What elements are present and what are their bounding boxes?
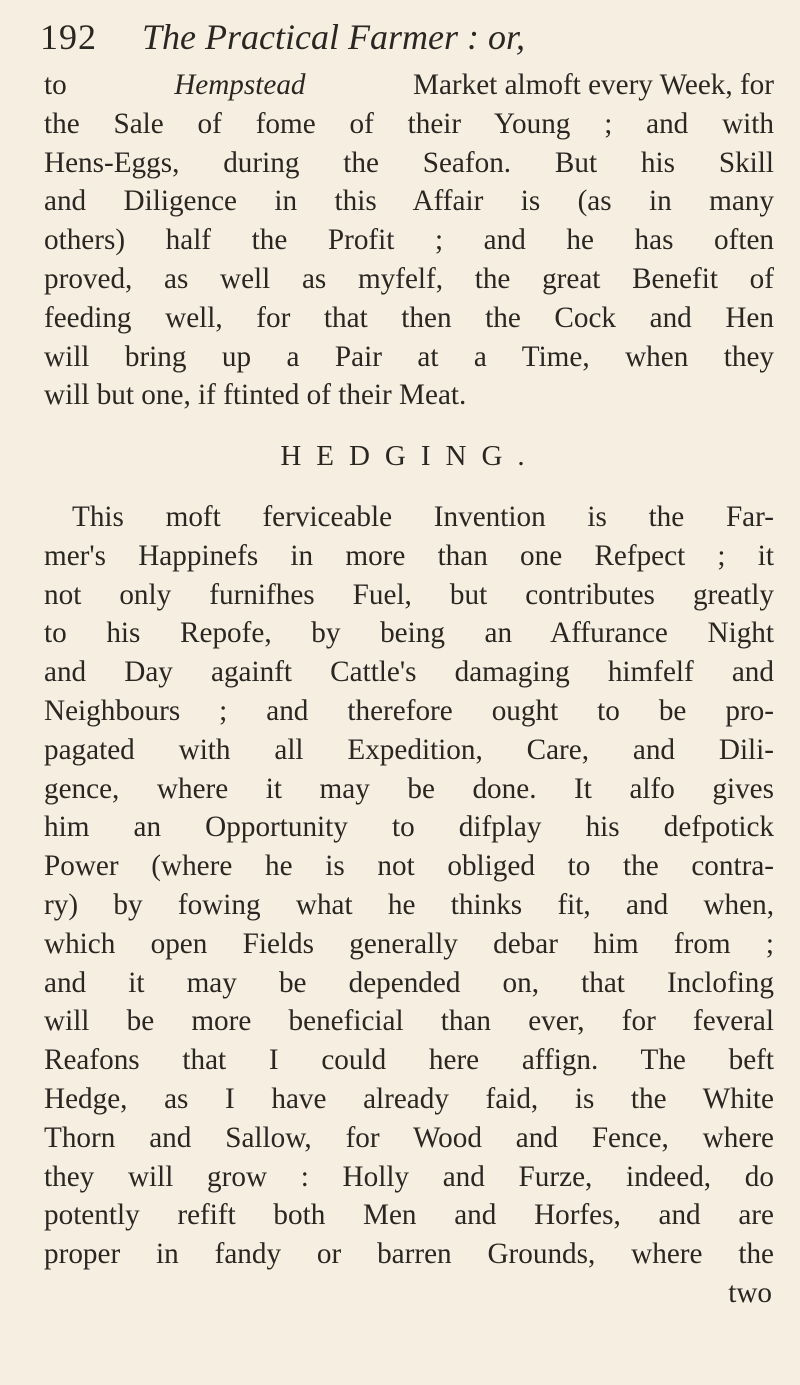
text-line: will but one, if ftinted of their Meat. — [44, 379, 467, 412]
text-line: This moft ferviceable Invention is the Far- — [72, 500, 774, 533]
text-line: feeding well, for that then the Cock and Hen — [44, 301, 774, 334]
text-line: him an Opportunity to difplay his defpotick — [44, 811, 774, 844]
text-line: and Day againft Cattle's damaging himfelf and — [44, 656, 774, 689]
text-line: and it may be depended on, that Inclofing — [44, 966, 774, 999]
running-title: The Practical Farmer : or, — [142, 17, 525, 57]
text-line: proper in fandy or barren Grounds, where the — [44, 1238, 774, 1271]
section-heading: HEDGING. — [280, 440, 540, 473]
text-line: Neighbours ; and therefore ought to be pro- — [44, 694, 774, 727]
text-line: ry) by fowing what he thinks fit, and when, — [44, 888, 774, 921]
text-line: will be more beneficial than ever, for feveral — [44, 1005, 774, 1038]
text-line: to Hempstead Market almoft every Week, for — [44, 66, 774, 105]
text-line: not only furnifhes Fuel, but contributes greatly — [44, 578, 774, 611]
text-line: Hens-Eggs, during the Seafon. But his Skill — [44, 146, 774, 179]
text-line: Hedge, as I have already faid, is the White — [44, 1082, 774, 1115]
text-line: pagated with all Expedition, Care, and Dili- — [44, 733, 774, 766]
place-name: Hempstead — [174, 69, 306, 101]
body-text — [44, 66, 774, 1313]
text-line: which open Fields generally debar him from ; — [44, 927, 774, 960]
text-line: others) half the Profit ; and he has often — [44, 224, 774, 257]
text-line: the Sale of fome of their Young ; and with — [44, 107, 774, 140]
text-line: mer's Happinefs in more than one Refpect ; it — [44, 539, 774, 572]
text-line: Thorn and Sallow, for Wood and Fence, where — [44, 1121, 774, 1154]
text-line: proved, as well as myfelf, the great Benefit of — [44, 262, 774, 295]
text-line: and Diligence in this Affair is (as in many — [44, 185, 774, 218]
text-line: potently refift both Men and Horfes, and are — [44, 1199, 774, 1232]
text-line: will bring up a Pair at a Time, when they — [44, 340, 774, 373]
page-number: 192 — [40, 17, 97, 57]
text-line: to his Repofe, by being an Affurance Night — [44, 617, 774, 650]
catchword: two — [728, 1276, 772, 1309]
text-line: Power (where he is not obliged to the contra- — [44, 850, 774, 883]
text-line: they will grow : Holly and Furze, indeed, do — [44, 1160, 774, 1193]
text-line: Reafons that I could here affign. The beft — [44, 1044, 774, 1077]
text-line: gence, where it may be done. It alfo gives — [44, 772, 774, 805]
page-header — [40, 12, 770, 62]
